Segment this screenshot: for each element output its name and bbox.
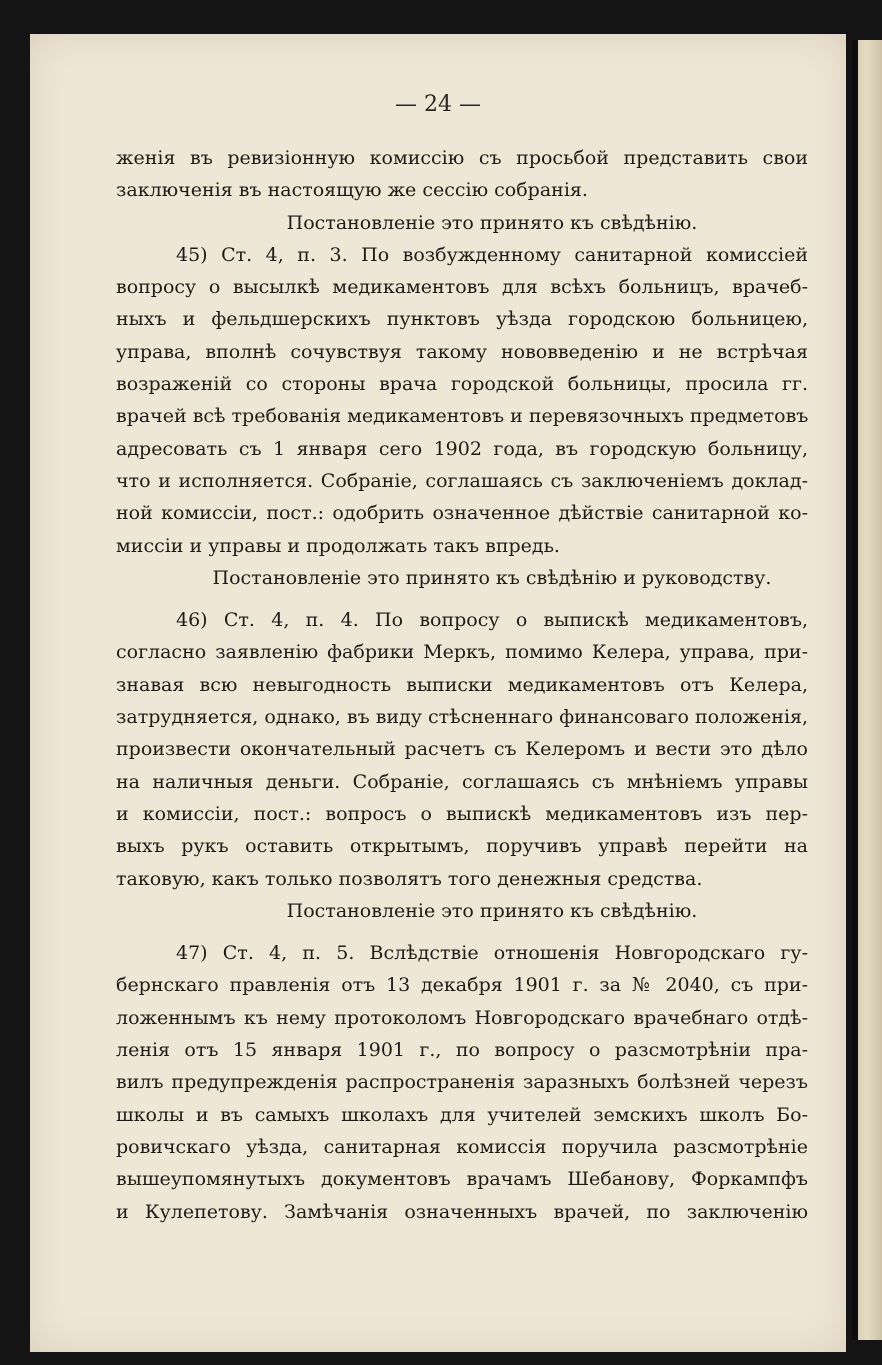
text-line: что и исполняется. Собраніе, соглашаясь съ заключеніемъ доклад- xyxy=(116,469,808,492)
text-line: 47) Ст. 4, п. 5. Вслѣдствіе отношенія Новгородскаго гу- xyxy=(176,942,808,965)
resolution-line: Постановленіе это принято къ свѣдѣнію и руководству. xyxy=(212,566,772,589)
text-line: ложеннымъ къ нему протоколомъ Новгородскаго врачебнаго отдѣ- xyxy=(116,1006,808,1029)
text-line: произвести окончательный расчетъ съ Келеромъ и вести это дѣло xyxy=(116,738,808,761)
text-line: знавая всю невыгодность выписки медикаментовъ отъ Келера, xyxy=(116,673,808,696)
text-line: и комиссіи, пост.: вопросъ о выпискѣ медикаментовъ изъ пер- xyxy=(116,802,808,825)
text-line: таковую, какъ только позволятъ того денежныя средства. xyxy=(116,867,703,890)
text-line: вопросу о высылкѣ медикаментовъ для всѣхъ больницъ, врачеб- xyxy=(116,276,808,299)
text-line: вышеупомянутыхъ документовъ врачамъ Шебанову, Форкампфъ xyxy=(116,1168,808,1191)
text-line: миссіи и управы и продолжать такъ впредь. xyxy=(116,534,560,557)
text-line: ровичскаго уѣзда, санитарная комиссія поручила разсмотрѣніе xyxy=(116,1135,808,1158)
text-line: женія въ ревизіонную комиссію съ просьбой представить свои xyxy=(116,147,808,169)
body-text xyxy=(116,142,808,1228)
text-line: управа, вполнѣ сочувствуя такому нововведенію и не встрѣчая xyxy=(116,340,808,363)
text-line: 45) Ст. 4, п. 3. По возбужденному санитарной комиссіей xyxy=(176,243,808,266)
document-page xyxy=(30,34,846,1352)
text-line: выхъ рукъ оставить открытымъ, поручивъ управѣ перейти на xyxy=(116,835,808,858)
resolution-line: Постановленіе это принято къ свѣдѣнію. xyxy=(286,211,698,234)
text-line: 46) Ст. 4, п. 4. По вопросу о выпискѣ медикаментовъ, xyxy=(176,609,808,632)
text-line: заключенія въ настоящую же сессію собранія. xyxy=(116,179,588,202)
text-line: возраженій со стороны врача городской больницы, просила гг. xyxy=(116,373,808,396)
resolution-line: Постановленіе это принято къ свѣдѣнію. xyxy=(286,899,698,922)
next-page-edge xyxy=(852,40,882,1340)
page-number: — 24 — xyxy=(395,92,481,117)
text-line: на наличныя деньги. Собраніе, соглашаясь съ мнѣніемъ управы xyxy=(116,770,808,793)
text-line: затрудняется, однако, въ виду стѣсненнаго финансоваго положенія, xyxy=(116,706,808,729)
text-line: ныхъ и фельдшерскихъ пунктовъ уѣзда городскою больницею, xyxy=(116,308,808,331)
text-line: согласно заявленію фабрики Меркъ, помимо Келера, управа, при- xyxy=(116,641,808,664)
text-line: ленія отъ 15 января 1901 г., по вопросу о разсмотрѣніи пра- xyxy=(116,1039,808,1062)
text-line: адресовать съ 1 января сего 1902 года, въ городскую больницу, xyxy=(116,437,808,460)
text-line: ной комиссіи, пост.: одобрить означенное дѣйствіе санитарной ко- xyxy=(116,502,808,525)
text-line: школы и въ самыхъ школахъ для учителей земскихъ школъ Бо- xyxy=(116,1103,808,1126)
text-line: бернскаго правленія отъ 13 декабря 1901 г. за № 2040, съ при- xyxy=(116,974,808,997)
text-line: врачей всѣ требованія медикаментовъ и перевязочныхъ предметовъ xyxy=(116,405,808,428)
text-line: вилъ предупрежденія распространенія заразныхъ болѣзней черезъ xyxy=(116,1071,808,1094)
text-line: и Кулепетову. Замѣчанія означенныхъ врачей, по заключенію xyxy=(116,1200,808,1223)
